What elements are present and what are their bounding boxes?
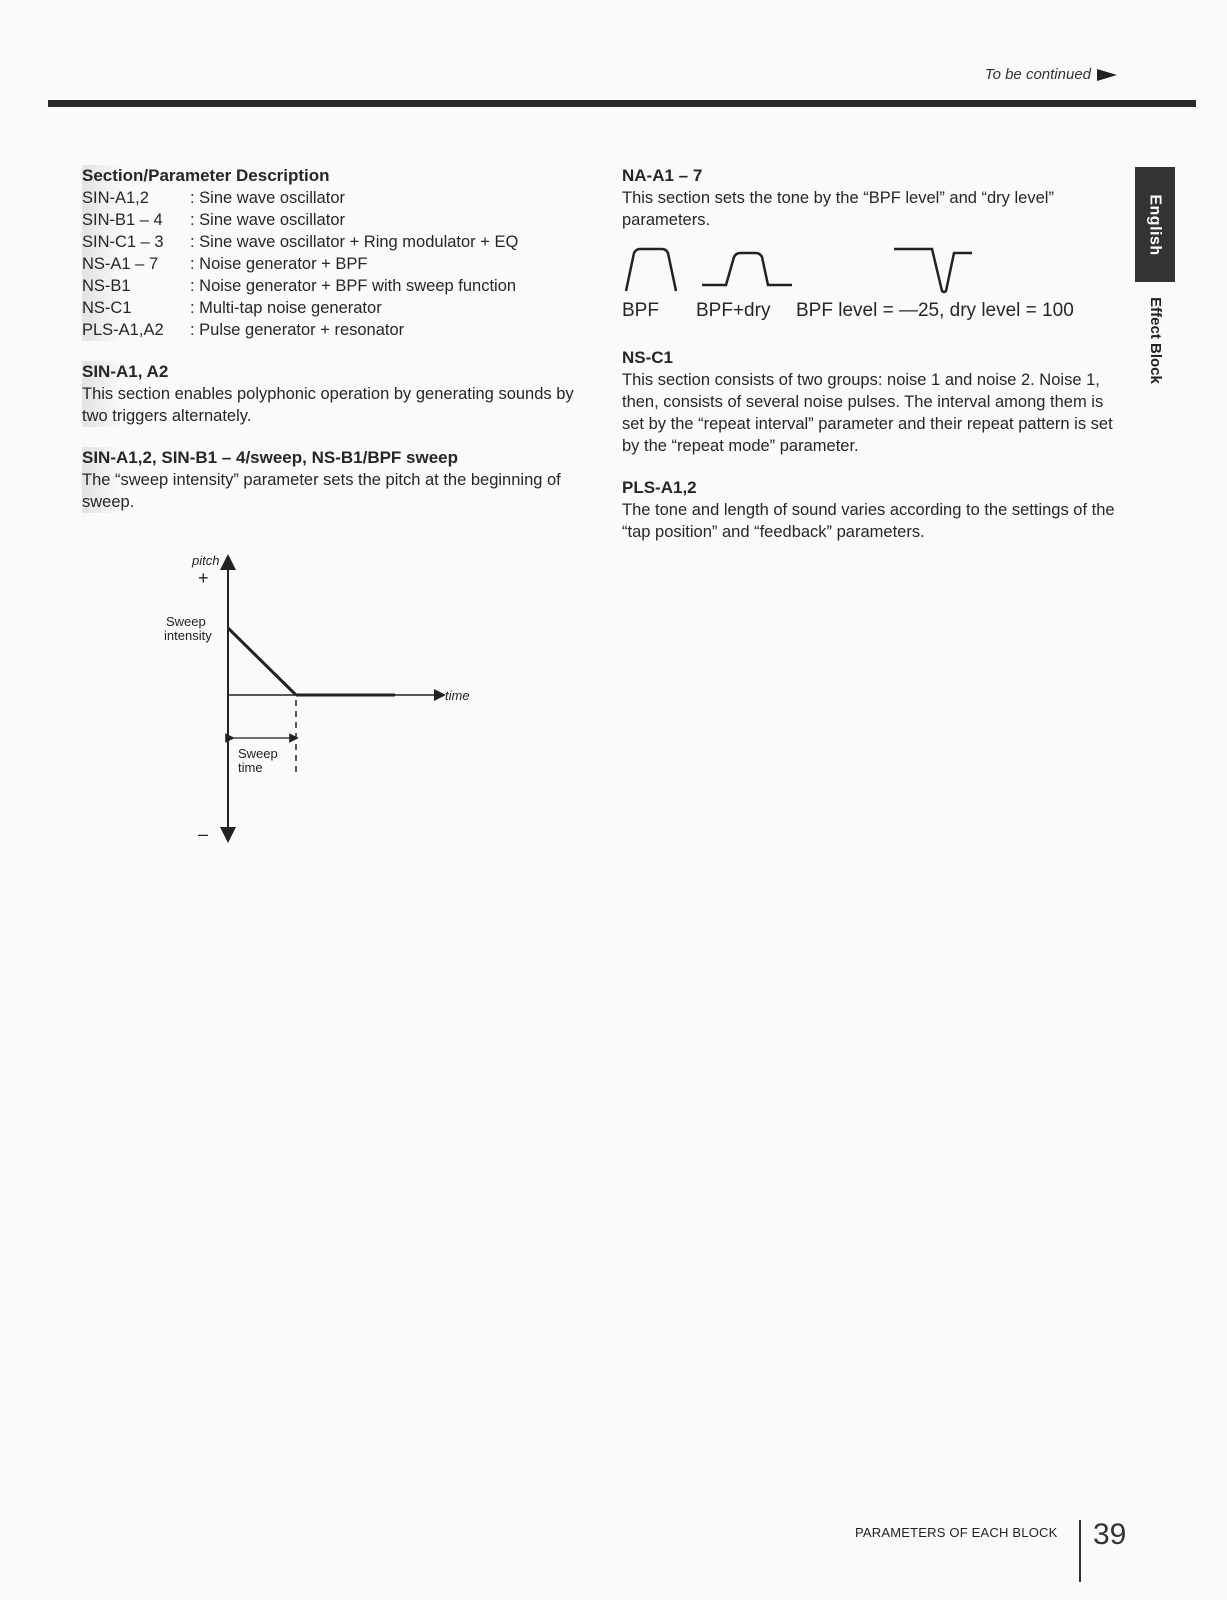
- sweep-intensity-label-1: Sweep: [166, 614, 206, 629]
- tab-english-label: English: [1147, 193, 1164, 256]
- param-name: PLS-A1,A2: [82, 321, 164, 339]
- param-name: NS-A1 – 7: [82, 255, 159, 273]
- sweep-slope: [228, 628, 296, 695]
- na-section: [622, 165, 1122, 323]
- footer-label: PARAMETERS OF EACH BLOCK: [855, 1525, 1058, 1540]
- sweep-intensity-label-2: intensity: [164, 628, 212, 643]
- table-row: [82, 275, 518, 297]
- param-desc: : Multi-tap noise generator: [190, 299, 382, 317]
- page-number: 39: [1093, 1518, 1127, 1551]
- bpf-dry-label: BPF+dry: [696, 300, 771, 321]
- continued-text: To be continued: [984, 66, 1091, 83]
- notch-shape-icon: [894, 249, 972, 292]
- sin-a-title: SIN-A1, A2: [82, 362, 169, 381]
- param-name: NS-C1: [82, 299, 132, 317]
- table-row: [82, 253, 518, 275]
- sweep-title: SIN-A1,2, SIN-B1 – 4/sweep, NS-B1/BPF sweep: [82, 448, 459, 467]
- right-column: [622, 165, 1122, 563]
- filter-shape-diagram: [622, 245, 982, 295]
- table-row: [82, 319, 518, 341]
- param-desc: : Sine wave oscillator + Ring modulator + EQ: [190, 233, 519, 251]
- param-desc: : Noise generator + BPF: [190, 255, 368, 273]
- plus-label: +: [198, 568, 209, 588]
- pls-title: PLS-A1,2: [622, 478, 697, 497]
- tab-english: [1135, 167, 1175, 282]
- sweep-time-label-1: Sweep: [238, 746, 278, 761]
- arrow-right-icon: [1097, 69, 1117, 81]
- table-row: [82, 231, 518, 253]
- filter-shapes: [622, 245, 1122, 295]
- table-row: [82, 297, 518, 319]
- na-title: NA-A1 – 7: [622, 166, 703, 185]
- footer-rule: [1079, 1520, 1081, 1582]
- pitch-label: pitch: [192, 553, 220, 568]
- param-name: NS-B1: [82, 277, 131, 295]
- param-name: SIN-A1,2: [82, 189, 149, 207]
- sin-a-section: [82, 361, 602, 427]
- table-row: [82, 209, 518, 231]
- param-name: SIN-B1 – 4: [82, 211, 163, 229]
- param-desc: : Pulse generator + resonator: [190, 321, 405, 339]
- sweep-time-label-2: time: [238, 760, 263, 775]
- sweep-section: [82, 447, 602, 513]
- ns-c1-title: NS-C1: [622, 348, 674, 367]
- param-desc: : Sine wave oscillator: [190, 211, 345, 229]
- bpf-label: BPF: [622, 300, 659, 321]
- left-column: [82, 165, 602, 533]
- na-text: This section sets the tone by the “BPF level” and “dry level” parameters.: [622, 189, 1054, 229]
- ns-c1-section: [622, 347, 1122, 457]
- time-label: time: [445, 688, 470, 703]
- tab-effect-block-label: Effect Block: [1146, 296, 1164, 384]
- bpf-shape-icon: [626, 249, 676, 291]
- bpf-level-label: BPF level = —25, dry level = 100: [796, 300, 1074, 321]
- param-name: SIN-C1 – 3: [82, 233, 164, 251]
- sweep-graph: [160, 550, 490, 860]
- section-title: Section/Parameter Description: [82, 166, 330, 185]
- tab-effect-block: [1135, 290, 1175, 390]
- top-rule: [48, 100, 1196, 107]
- table-row: [82, 187, 518, 209]
- pls-text: The tone and length of sound varies according to the settings of the “tap position” and “feedback” parameters.: [622, 501, 1115, 541]
- parameter-section: [82, 165, 602, 341]
- sin-a-text: This section enables polyphonic operation by generating sounds by two triggers alternately.: [82, 385, 574, 425]
- sweep-text: The “sweep intensity” parameter sets the pitch at the beginning of sweep.: [82, 471, 561, 511]
- parameter-table: [82, 187, 518, 341]
- filter-labels: [622, 299, 1122, 323]
- continued-note: [985, 66, 1117, 83]
- bpf-dry-shape-icon: [702, 253, 792, 285]
- minus-label: –: [198, 824, 209, 844]
- pls-section: [622, 477, 1122, 543]
- ns-c1-text: This section consists of two groups: noise 1 and noise 2. Noise 1, then, consists of several noise pulses. The interval among them is set by the “repeat interval” parameter and their repeat pattern is set by the “repeat mode” parameter.: [622, 371, 1113, 455]
- param-desc: : Sine wave oscillator: [190, 189, 345, 207]
- param-desc: : Noise generator + BPF with sweep function: [190, 277, 517, 295]
